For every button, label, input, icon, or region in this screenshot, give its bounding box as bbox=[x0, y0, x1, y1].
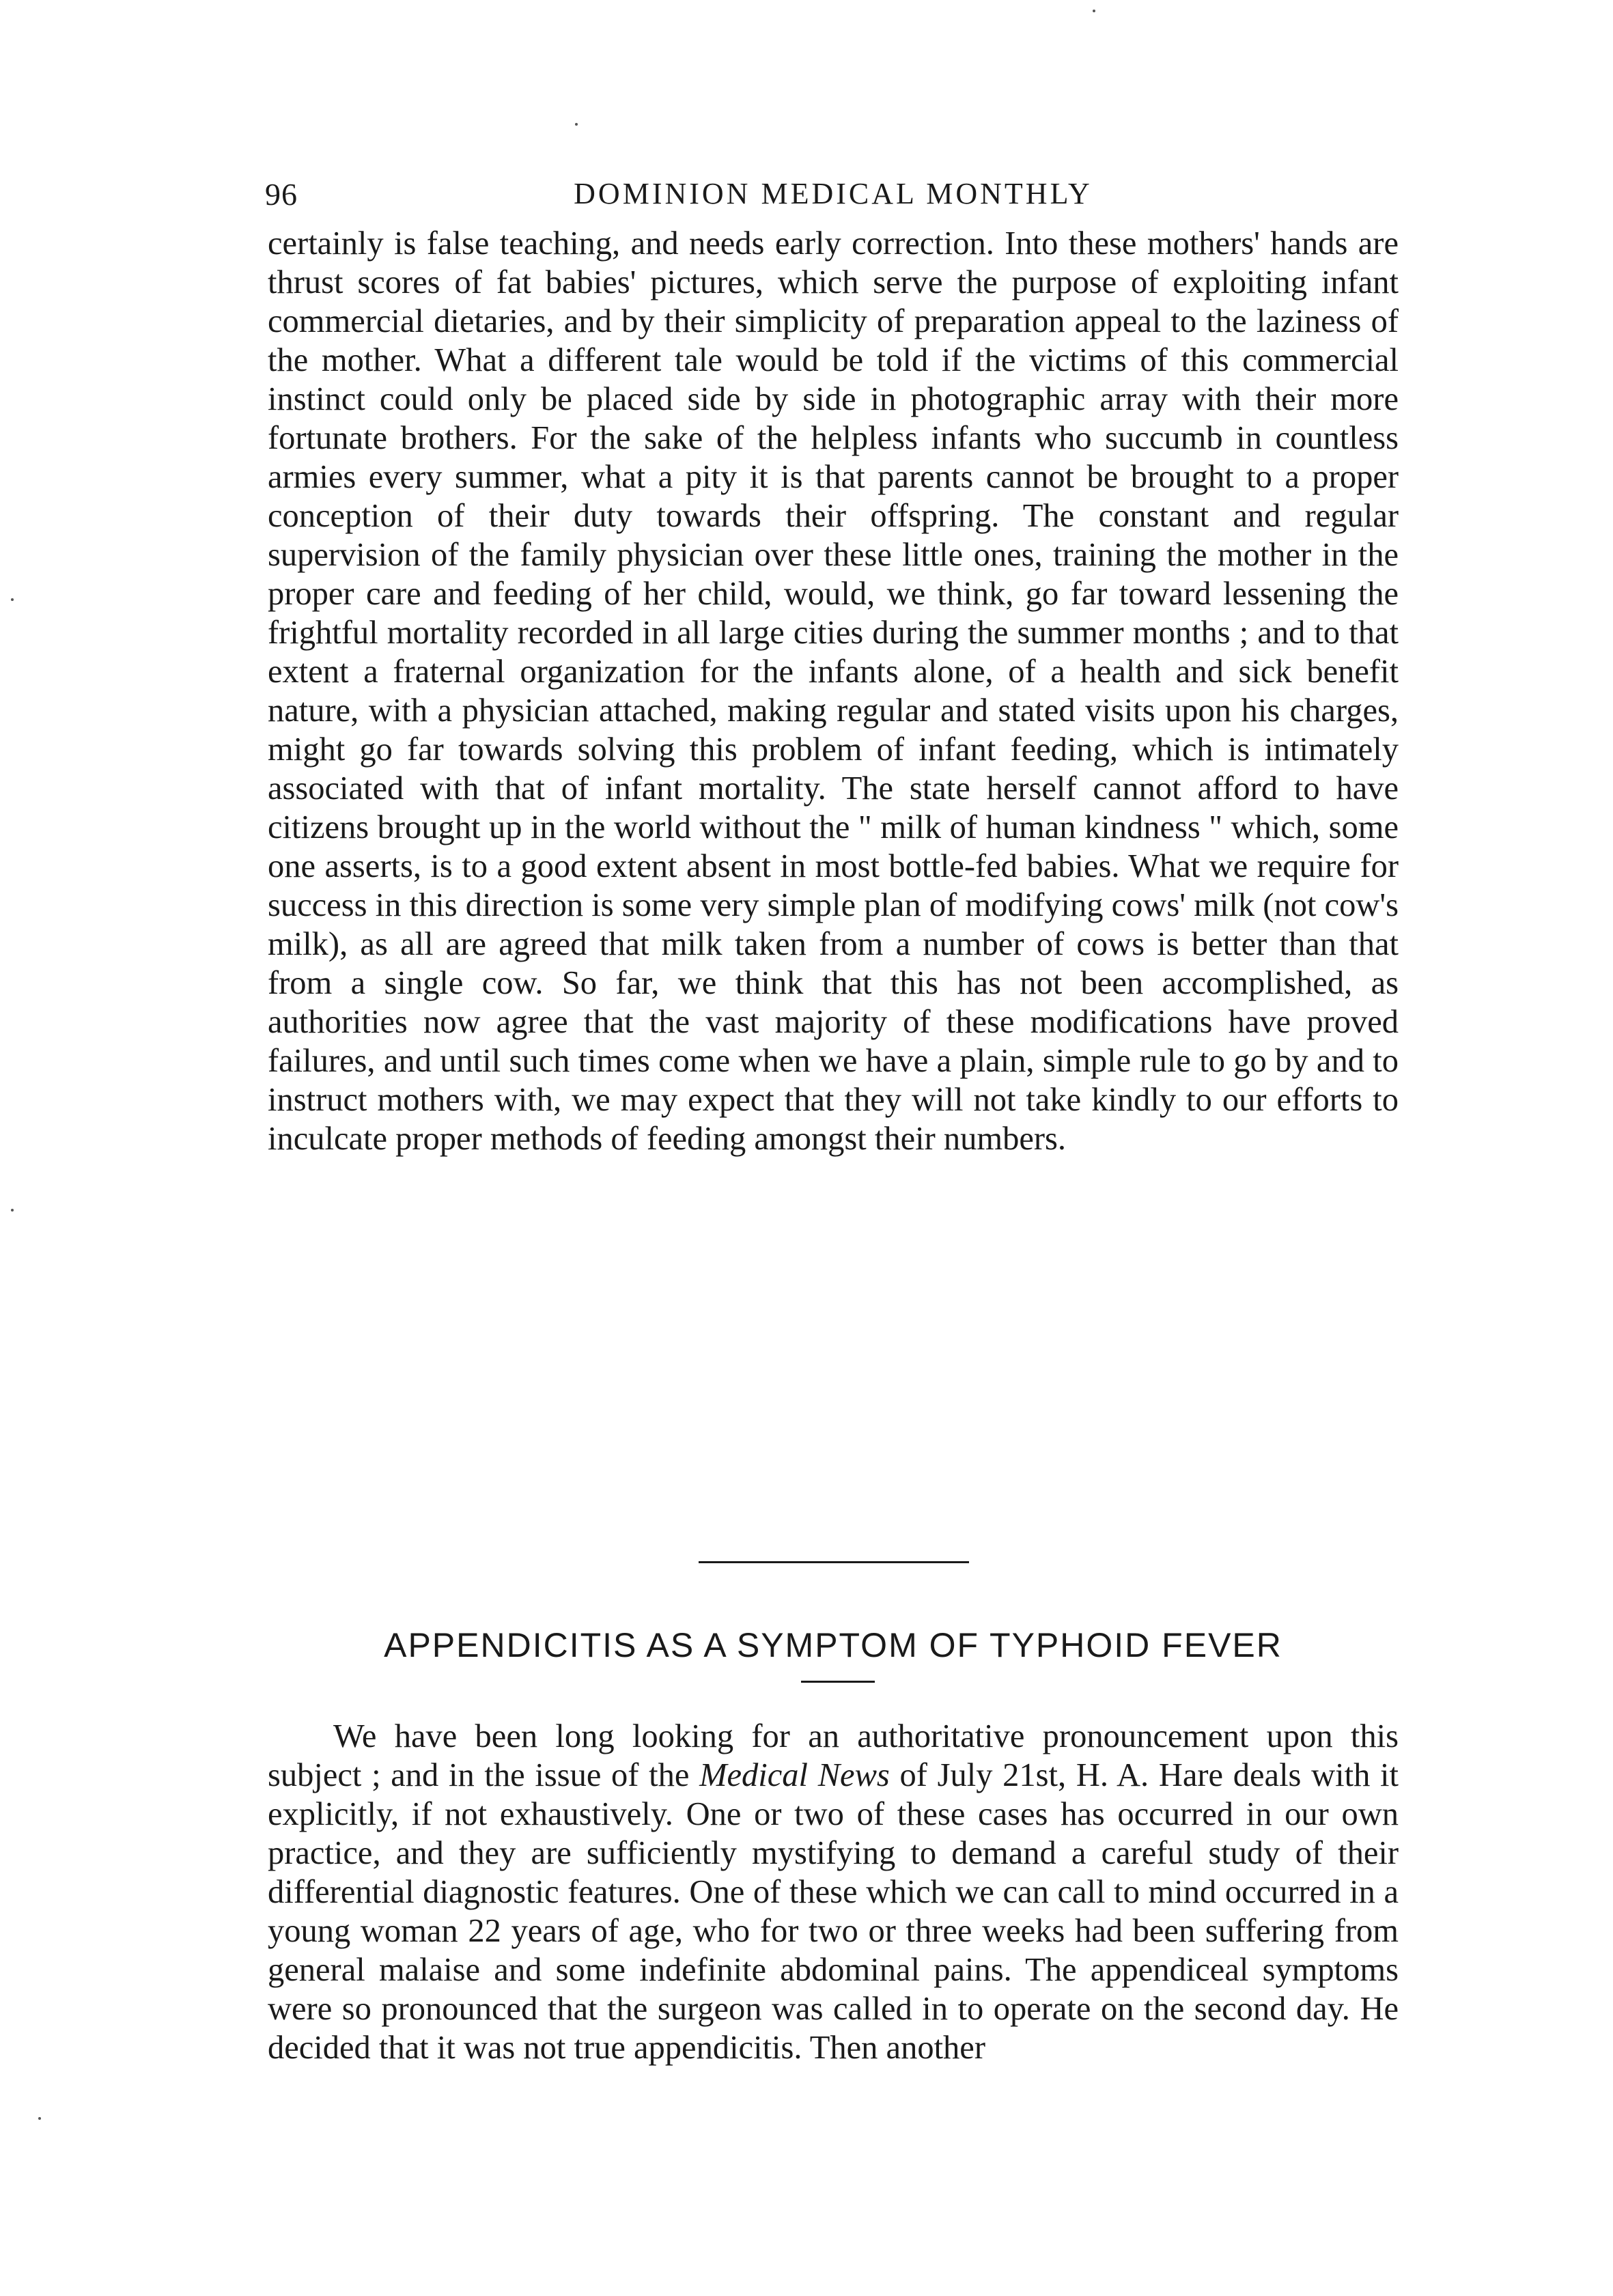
section-divider bbox=[699, 1561, 969, 1563]
journal-reference: Medical News bbox=[699, 1757, 890, 1793]
page-speck bbox=[575, 123, 578, 126]
section-paragraph bbox=[268, 1717, 1399, 2067]
page-number: 96 bbox=[265, 177, 298, 212]
section-heading: APPENDICITIS AS A SYMPTOM OF TYPHOID FEVER bbox=[384, 1626, 1282, 1664]
heading-underline bbox=[801, 1681, 875, 1683]
page-speck bbox=[1093, 10, 1095, 12]
journal-title: DOMINION MEDICAL MONTHLY bbox=[574, 177, 1093, 210]
page-speck bbox=[38, 2117, 41, 2120]
body-paragraph: certainly is false teaching, and needs early correction. Into these mothers' hands are thrust scores of fat babies' pictures, which serve the purpose of exploiting infant commercial dietaries, and by their simplicity of preparation appeal to the laziness of the mother. What a different tale would be told if the victims of this commercial instinct could only be placed side by side in photographic array with their more fortunate brothers. For the sake of the helpless infants who succumb in countless armies every summer, what a pity it is that parents cannot be brought to a proper conception of their duty towards their offspring. The constant and regular supervision of the family physician over these little ones, training the mother in the proper care and feeding of her child, would, we think, go far toward lessening the frightful mortality recorded in all large cities during the summer months ; and to that extent a fraternal organization for the infants alone, of a health and sick benefit nature, with a physician attached, making regular and stated visits upon his charges, might go far towards solving this problem of infant feeding, which is intimately associated with that of infant mortality. The state herself cannot afford to have citizens brought up in the world without the " milk of human kindness " which, some one asserts, is to a good extent absent in most bottle-fed babies. What we require for success in this direction is some very simple plan of modifying cows' milk (not cow's milk), as all are agreed that milk taken from a number of cows is better than that from a single cow. So far, we think that this has not been accomplished, as authorities now agree that the vast majority of these modifications have proved failures, and until such times come when we have a plain, simple rule to go by and to instruct mothers with, we may expect that they will not take kindly to our efforts to inculcate proper methods of feeding amongst their numbers. bbox=[268, 225, 1399, 1157]
section-paragraph-rest: of July 21st, H. A. Hare deals with it explicitly, if not exhaustively. One or two of these cases has occurred in our own practice, and they are sufficiently mystifying to demand a careful study of their differential diagnostic features. One of these which we can call to mind occurred in a young woman 22 years of age, who for two or three weeks had been suffering from general malaise and some indefinite abdominal pains. The appendiceal symptoms were so pronounced that the surgeon was called in to operate on the second day. He decided that it was not true appendicitis. Then another bbox=[268, 1757, 1399, 2066]
page-speck bbox=[11, 1209, 14, 1212]
page-speck bbox=[11, 598, 14, 601]
section-paragraph-start: We have been long looking for an authoritative pronouncement upon this subject ; and in the issue of the bbox=[268, 1718, 1399, 1793]
running-head bbox=[265, 176, 1401, 217]
